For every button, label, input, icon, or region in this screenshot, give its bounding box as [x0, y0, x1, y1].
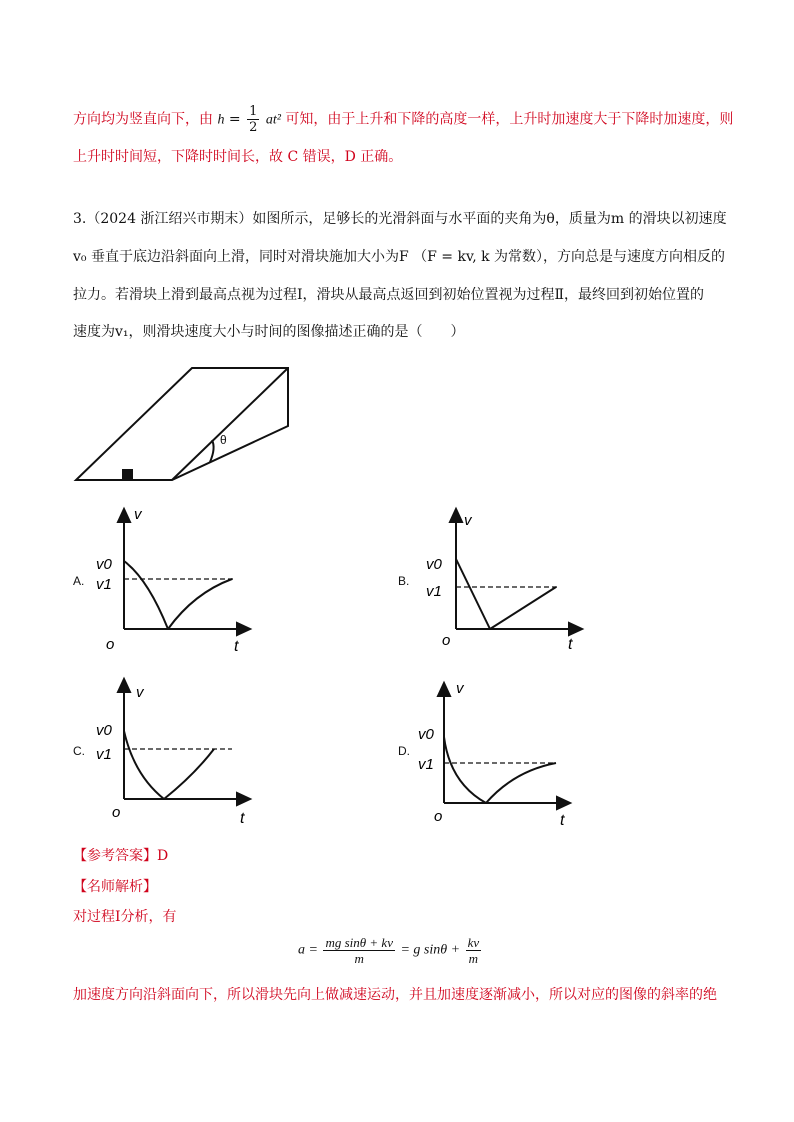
answer-label: 【参考答案】D	[73, 848, 169, 864]
option-a-graph	[90, 505, 260, 657]
formula-eq: =	[228, 111, 241, 128]
t-axis-label: t	[240, 810, 245, 827]
eq-num-1: mg sinθ + kv	[325, 935, 393, 950]
incline-slope-edge	[172, 368, 288, 480]
eq-den-1: m	[354, 951, 364, 966]
origin-label: o	[434, 808, 443, 825]
answer-line-1: 对过程Ⅰ分析，有	[73, 909, 177, 925]
eq-a: a =	[298, 942, 318, 958]
frac-den: 2	[249, 120, 258, 135]
prev-line-1	[73, 104, 733, 135]
option-d-letter: D.	[398, 744, 410, 758]
formula-half	[247, 104, 259, 135]
option-b-letter: B.	[398, 574, 410, 588]
formula-h: h	[217, 112, 225, 128]
option-a-letter: A.	[73, 574, 85, 588]
v-axis-arrow	[450, 509, 462, 522]
curve-down	[164, 749, 214, 799]
t-axis-arrow	[237, 793, 250, 805]
v-axis-arrow	[118, 509, 130, 522]
question-line-4: 速度为v₁，则滑块速度大小与时间的图像描述正确的是（ ）	[73, 324, 465, 340]
acceleration-equation	[298, 935, 483, 966]
eq-frac-2	[466, 935, 482, 966]
origin-label: o	[112, 804, 121, 821]
prev-line-2: 上升时时间短，下降时时间长，故 C 错误，D 正确。	[73, 149, 403, 165]
t-axis-label: t	[568, 636, 573, 653]
prev-text-a: 方向均为竖直向下，由	[73, 111, 213, 128]
v0-label: v0	[96, 722, 112, 739]
origin-label: o	[442, 632, 451, 649]
v1-label: v1	[426, 583, 442, 600]
option-d-graph	[410, 675, 580, 827]
curve-up	[444, 737, 486, 803]
slider-block	[122, 469, 133, 480]
eq-frac-1	[323, 935, 395, 966]
curve-up	[124, 731, 164, 799]
t-axis-arrow	[237, 623, 250, 635]
line-down	[490, 587, 556, 629]
t-axis-arrow	[557, 797, 570, 809]
t-axis-arrow	[569, 623, 582, 635]
incline-figure	[60, 360, 300, 490]
v1-label: v1	[96, 746, 112, 763]
angle-label: θ	[220, 433, 227, 447]
t-axis-label: t	[234, 638, 239, 655]
eq-mid: = g sinθ +	[400, 942, 461, 958]
v-axis-label: v	[464, 512, 472, 529]
eq-num-2: kv	[467, 935, 480, 950]
v1-label: v1	[96, 576, 112, 593]
analysis-label: 【名师解析】	[73, 879, 157, 895]
v-axis-arrow	[438, 683, 450, 696]
answer-line-2: 加速度方向沿斜面向下，所以滑块先向上做减速运动，并且加速度逐渐减小，所以对应的图像的斜率的绝	[73, 987, 717, 1003]
v-axis-label: v	[134, 506, 142, 523]
curve-up	[124, 561, 168, 629]
t-axis-label: t	[560, 812, 565, 827]
frac-num: 1	[249, 104, 258, 119]
incline-outline	[76, 368, 288, 480]
v0-label: v0	[96, 556, 112, 573]
v1-label: v1	[418, 756, 434, 773]
v0-label: v0	[418, 726, 434, 743]
prev-text-b: 可知，由于上升和下降的高度一样，上升时加速度大于下降时加速度，则	[285, 111, 734, 128]
question-line-2: v₀ 垂直于底边沿斜面向上滑，同时对滑块施加大小为F （F = kv, k 为常数），方向总是与速度方向相反的	[73, 249, 726, 265]
question-line-1: 3.（2024 浙江绍兴市期末）如图所示，足够长的光滑斜面与水平面的夹角为θ，质量为m 的滑块以初速度	[73, 211, 727, 227]
curve-down	[486, 763, 556, 803]
formula-at2: at²	[265, 112, 281, 128]
option-b-graph	[422, 505, 592, 657]
option-c-graph	[90, 675, 260, 827]
v0-label: v0	[426, 556, 442, 573]
curve-down	[168, 579, 232, 629]
option-c-letter: C.	[73, 744, 85, 758]
origin-label: o	[106, 636, 115, 653]
v-axis-arrow	[118, 679, 130, 692]
v-axis-label: v	[136, 684, 144, 701]
v-axis-label: v	[456, 680, 464, 697]
question-line-3: 拉力。若滑块上滑到最高点视为过程Ⅰ，滑块从最高点返回到初始位置视为过程Ⅱ，最终回到初始位置的	[73, 287, 705, 303]
line-up	[456, 559, 490, 629]
eq-den-2: m	[468, 951, 479, 966]
